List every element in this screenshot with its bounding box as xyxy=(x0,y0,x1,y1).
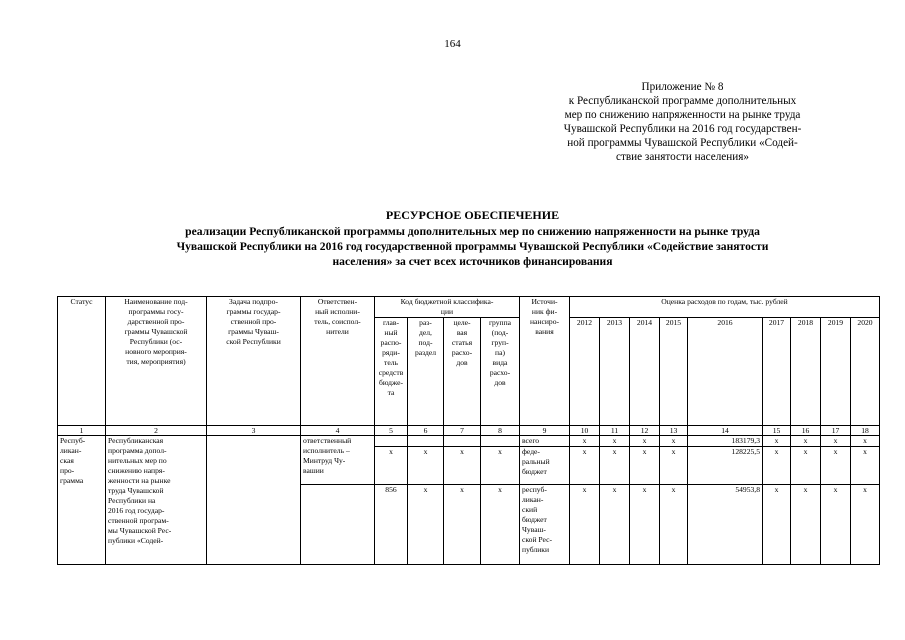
value-cell: 128225,5 xyxy=(688,447,763,485)
header-target-item: целе- вая статья расхо- дов xyxy=(444,318,481,426)
header-name: Наименование под- программы госу- дарственной про- граммы Чувашской Республики (ос- новного мероприя- тия, мероприятия) xyxy=(106,297,207,426)
responsible-cell: ответственный исполнитель – Минтруд Чу- вашии xyxy=(301,436,375,485)
header-year: 2015 xyxy=(660,318,688,426)
header-task: Задача подпро- граммы государ- ственной про- граммы Чуваш- ской Республики xyxy=(207,297,301,426)
source-cell: респуб- ликан- ский бюджет Чуваш- ской Рес- публики xyxy=(520,485,570,565)
code-cell: x xyxy=(375,447,408,485)
appendix-line: ствие занятости населения» xyxy=(616,151,749,163)
value-cell: x xyxy=(630,436,660,447)
column-number: 3 xyxy=(207,426,301,436)
appendix-line: Чувашской Республики на 2016 год государствен- xyxy=(563,123,802,135)
column-number: 17 xyxy=(821,426,851,436)
value-cell: x xyxy=(763,447,791,485)
column-number: 8 xyxy=(481,426,520,436)
value-cell: x xyxy=(630,447,660,485)
column-number: 9 xyxy=(520,426,570,436)
value-cell: x xyxy=(630,485,660,565)
column-number: 4 xyxy=(301,426,375,436)
task-cell xyxy=(207,436,301,565)
value-cell: 54953,8 xyxy=(688,485,763,565)
title-line: реализации Республиканской программы дополнительных мер по снижению напряженности на рынке труда xyxy=(185,225,760,238)
title-main: РЕСУРСНОЕ ОБЕСПЕЧЕНИЕ xyxy=(385,208,560,222)
header-section: раз- дел, под- раздел xyxy=(408,318,444,426)
header-estimate: Оценка расходов по годам, тыс. рублей xyxy=(570,297,880,318)
appendix-line: Приложение № 8 xyxy=(641,81,724,93)
header-year: 2017 xyxy=(763,318,791,426)
column-number: 6 xyxy=(408,426,444,436)
value-cell: x xyxy=(791,447,821,485)
code-cell xyxy=(444,436,481,447)
header-year: 2016 xyxy=(688,318,763,426)
header-status: Статус xyxy=(58,297,106,426)
value-cell: x xyxy=(570,447,600,485)
header-year: 2018 xyxy=(791,318,821,426)
page-number: 164 xyxy=(444,38,461,50)
code-cell: x xyxy=(481,447,520,485)
code-cell xyxy=(481,436,520,447)
column-number: 2 xyxy=(106,426,207,436)
value-cell: x xyxy=(570,436,600,447)
appendix-line: мер по снижению напряженности на рынке труда xyxy=(564,109,801,121)
document-title xyxy=(60,208,885,269)
value-cell: x xyxy=(600,485,630,565)
column-number: 14 xyxy=(688,426,763,436)
value-cell: 183179,3 xyxy=(688,436,763,447)
code-cell: x xyxy=(408,485,444,565)
value-cell: x xyxy=(763,485,791,565)
value-cell: x xyxy=(821,447,851,485)
column-number: 5 xyxy=(375,426,408,436)
value-cell: x xyxy=(791,485,821,565)
header-budget-code: Код бюджетной классифика- ции xyxy=(375,297,520,318)
value-cell: x xyxy=(600,436,630,447)
column-number: 18 xyxy=(851,426,880,436)
value-cell: x xyxy=(851,485,880,565)
column-number: 12 xyxy=(630,426,660,436)
header-year: 2019 xyxy=(821,318,851,426)
header-responsible: Ответствен- ный исполни- тель, соиспол- нители xyxy=(301,297,375,426)
resource-table xyxy=(57,296,880,565)
value-cell: x xyxy=(791,436,821,447)
header-expense-group: группа (под- груп- па) вида расхо- дов xyxy=(481,318,520,426)
column-number: 1 xyxy=(58,426,106,436)
column-number: 13 xyxy=(660,426,688,436)
column-numbers-row xyxy=(58,426,880,436)
code-cell xyxy=(375,436,408,447)
appendix-note xyxy=(525,80,840,164)
code-cell xyxy=(408,436,444,447)
responsible-cell-empty xyxy=(301,485,375,565)
value-cell: x xyxy=(821,485,851,565)
code-cell: x xyxy=(481,485,520,565)
value-cell: x xyxy=(660,436,688,447)
header-chief-manager: глав- ный распо- ряди- тель средств бюдже- та xyxy=(375,318,408,426)
code-cell: x xyxy=(444,485,481,565)
code-cell: x xyxy=(444,447,481,485)
header-source: Источи- ник фи- нансиро- вания xyxy=(520,297,570,426)
title-line: населения» за счет всех источников финансирования xyxy=(332,255,613,268)
title-line: Чувашской Республики на 2016 год государственной программы Чувашской Республики «Содействие занятости xyxy=(176,240,769,253)
value-cell: x xyxy=(660,485,688,565)
value-cell: x xyxy=(851,447,880,485)
code-cell: x xyxy=(408,447,444,485)
header-year: 2014 xyxy=(630,318,660,426)
column-number: 7 xyxy=(444,426,481,436)
header-year: 2012 xyxy=(570,318,600,426)
table-row xyxy=(58,436,880,447)
value-cell: x xyxy=(763,436,791,447)
code-cell: 856 xyxy=(375,485,408,565)
value-cell: x xyxy=(821,436,851,447)
source-cell: всего xyxy=(520,436,570,447)
column-number: 15 xyxy=(763,426,791,436)
value-cell: x xyxy=(600,447,630,485)
value-cell: x xyxy=(660,447,688,485)
value-cell: x xyxy=(851,436,880,447)
column-number: 10 xyxy=(570,426,600,436)
header-year: 2020 xyxy=(851,318,880,426)
status-cell: Респуб- ликан- ская про- грамма xyxy=(58,436,106,565)
source-cell: феде- ральный бюджет xyxy=(520,447,570,485)
header-year: 2013 xyxy=(600,318,630,426)
appendix-line: ной программы Чувашской Республики «Содей- xyxy=(567,137,798,149)
value-cell: x xyxy=(570,485,600,565)
appendix-line: к Республиканской программе дополнительных xyxy=(568,95,797,107)
program-name-cell: Республиканская программа допол- нительных мер по снижению напря- женности на рынке труда Чувашской Республики на 2016 год государ- ственной програм- мы Чувашской Рес- публики «Содей- xyxy=(106,436,207,565)
column-number: 11 xyxy=(600,426,630,436)
column-number: 16 xyxy=(791,426,821,436)
